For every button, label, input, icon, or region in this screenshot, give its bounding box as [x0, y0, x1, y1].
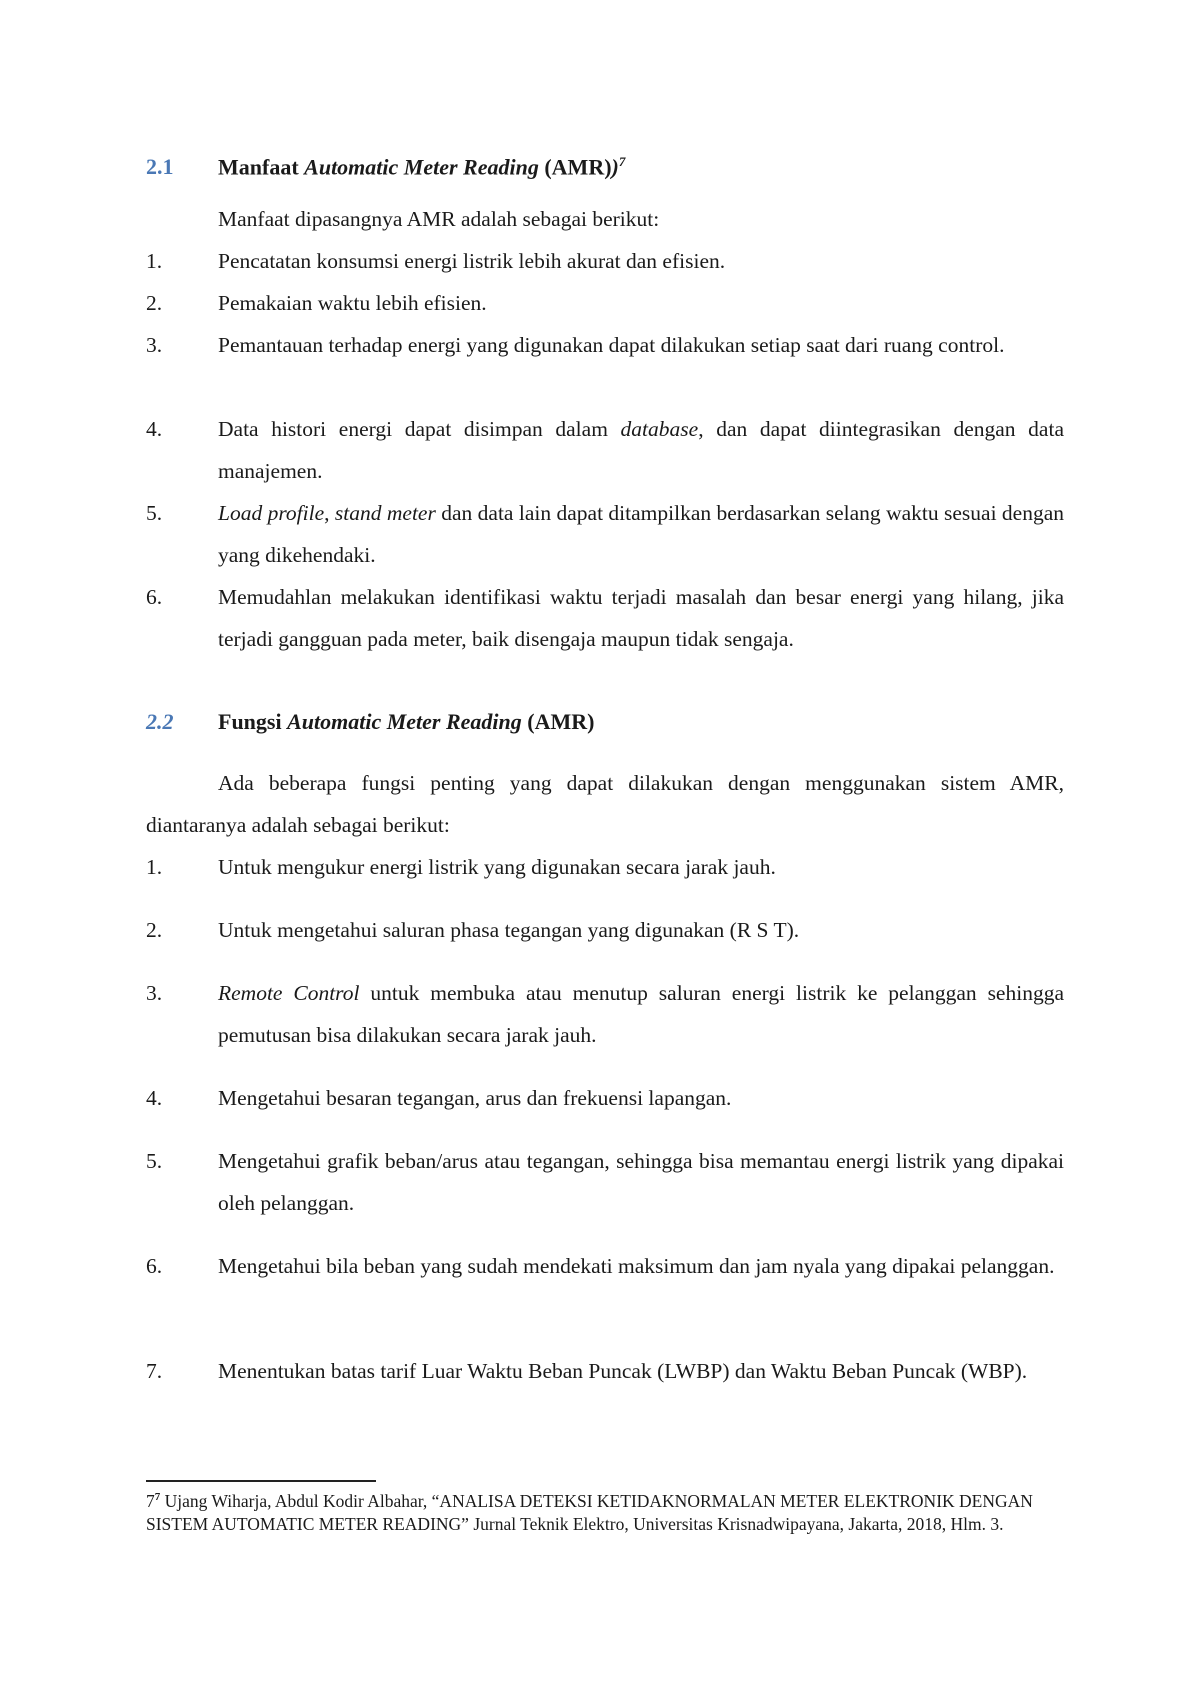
footnote-text: Ujang Wiharja, Abdul Kodir Albahar, “ANALISA DETEKSI KETIDAKNORMALAN METER ELEKTRONIK DENGAN SISTEM AUTOMATIC METER READING” Jurnal Teknik Elektro, Universitas Krisnadwipayana, Jakarta, 2018, Hlm. 3. — [146, 1490, 1033, 1534]
section-heading-2-2 — [146, 707, 594, 737]
heading-italic-tail: ) — [611, 154, 619, 180]
list-item: 5. Mengetahui grafik beban/arus atau tegangan, sehingga bisa memantau energi listrik yang dipakai oleh pelanggan. — [146, 1149, 1064, 1215]
heading-italic-text: Automatic Meter Reading — [304, 154, 539, 180]
section-number: 2.1 — [146, 154, 174, 180]
list-item: 6. Mengetahui bila beban yang sudah mendekati maksimum dan jam nyala yang dipakai pelanggan. — [146, 1254, 1055, 1278]
list-item: 1. Pencatatan konsumsi energi listrik lebih akurat dan efisien. — [146, 249, 726, 273]
heading-tail: (AMR) — [521, 709, 595, 734]
list-item: 4. Data histori energi dapat disimpan dalam database, dan dapat diintegrasikan dengan data manajemen. — [146, 417, 1064, 483]
footnote — [146, 1486, 1066, 1536]
list-item: 5. Load profile, stand meter dan data lain dapat ditampilkan berdasarkan selang waktu sesuai dengan yang dikehendaki. — [146, 501, 1065, 567]
footnote-separator — [146, 1480, 376, 1482]
list-item: 2. Pemakaian waktu lebih efisien. — [146, 291, 487, 315]
section-1-intro: Manfaat dipasangnya AMR adalah sebagai berikut: — [218, 207, 660, 231]
section-2-intro: Ada beberapa fungsi penting yang dapat dilakukan dengan menggunakan sistem AMR, diantaranya adalah sebagai berikut: — [146, 771, 1064, 837]
heading-text: Fungsi — [218, 709, 288, 734]
heading-tail: (AMR) — [538, 154, 612, 180]
heading-text: Manfaat — [218, 154, 305, 180]
footnote-ref: 7 — [618, 154, 626, 169]
list-item: 2. Untuk mengetahui saluran phasa tegangan yang digunakan (R S T). — [146, 918, 800, 942]
list-item: 3. Remote Control untuk membuka atau menutup saluran energi listrik ke pelanggan sehingga pemutusan bisa dilakukan secara jarak jauh. — [146, 981, 1064, 1047]
list-item: 3. Pemantauan terhadap energi yang digunakan dapat dilakukan setiap saat dari ruang control. — [146, 333, 1005, 357]
list-item: 7. Menentukan batas tarif Luar Waktu Beban Puncak (LWBP) dan Waktu Beban Puncak (WBP). — [146, 1359, 1028, 1383]
list-item: 4. Mengetahui besaran tegangan, arus dan frekuensi lapangan. — [146, 1086, 732, 1110]
list-item: 6. Memudahlan melakukan identifikasi waktu terjadi masalah dan besar energi yang hilang, jika terjadi gangguan pada meter, baik disengaja maupun tidak sengaja. — [146, 585, 1064, 651]
heading-italic-text: Automatic Meter Reading — [287, 709, 522, 734]
list-item: 1. Untuk mengukur energi listrik yang digunakan secara jarak jauh. — [146, 855, 776, 879]
section-heading-2-1 — [146, 147, 625, 182]
section-number: 2.2 — [146, 709, 174, 734]
footnote-sup: 7 — [154, 1491, 161, 1503]
footnote-mark: 7 — [146, 1490, 155, 1511]
